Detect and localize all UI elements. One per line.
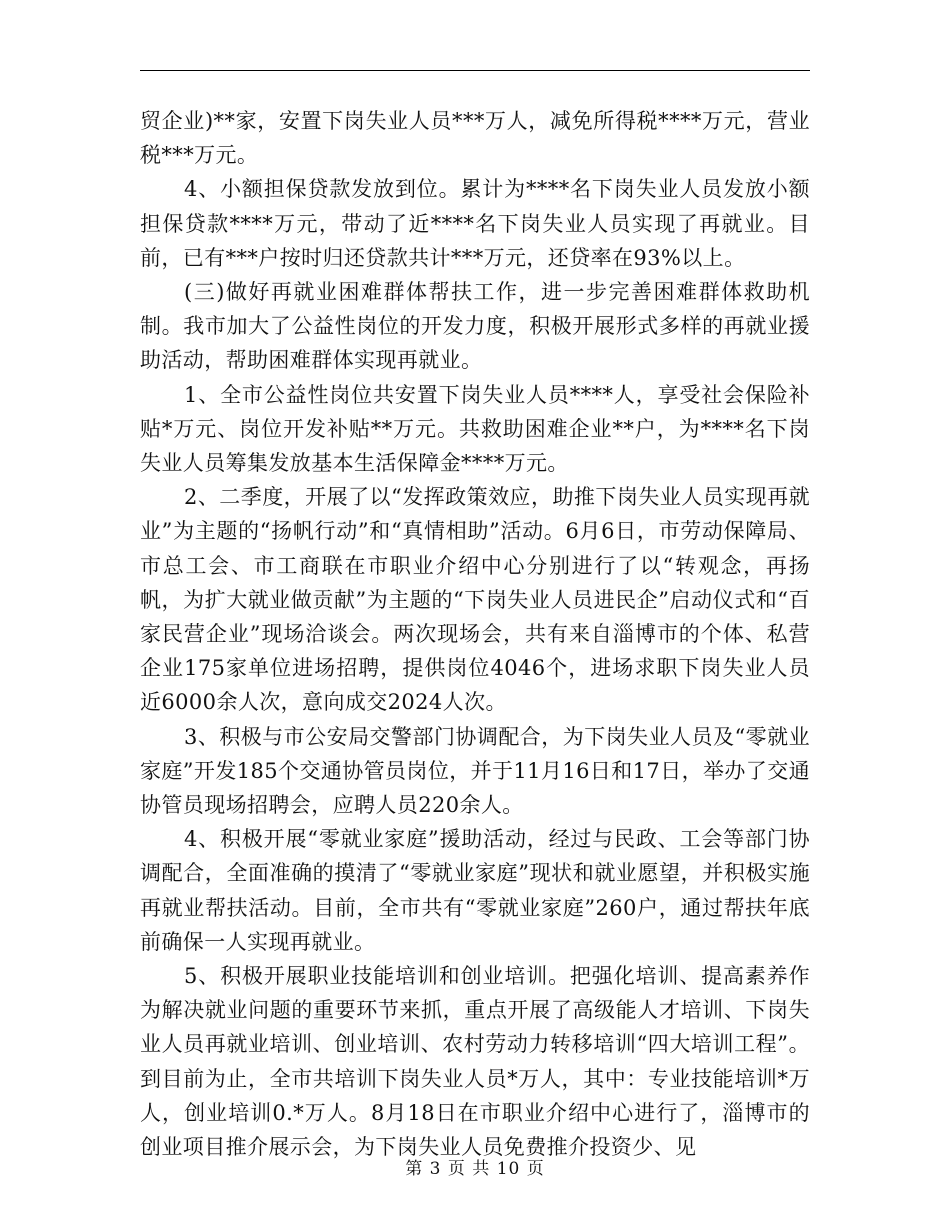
paragraph-traffic-assistants: 3、积极与市公安局交警部门协调配合，为下岗失业人员及“零就业家庭”开发185个交通协管员岗位，并于11月16日和17日，举办了交通协管员现场招聘会，应聘人员220余人。 — [140, 724, 810, 818]
paragraph-continuation: 贸企业)**家，安置下岗失业人员***万人，减免所得税****万元，营业税***万元。 — [140, 109, 810, 168]
paragraph-zero-employment-families: 4、积极开展“零就业家庭”援助活动，经过与民政、工会等部门协调配合，全面准确的摸清了“零就业家庭”现状和就业愿望，并积极实施再就业帮扶活动。目前，全市共有“零就业家庭”260户，通过帮扶年底前确保一人实现再就业。 — [140, 827, 810, 954]
paragraph-microloans: 4、小额担保贷款发放到位。累计为****名下岗失业人员发放小额担保贷款****万元，带动了近****名下岗失业人员实现了再就业。目前，已有***户按时归还贷款共计***万元，还贷率在93%以上。 — [140, 177, 810, 270]
paragraph-second-quarter-activities: 2、二季度，开展了以“发挥政策效应，助推下岗失业人员实现再就业”为主题的“扬帆行动”和“真情相助”活动。6月6日，市劳动保障局、市总工会、市工商联在市职业介绍中心分别进行了以“转观念，再扬帆，为扩大就业做贡献”为主题的“下岗失业人员进民企”启动仪式和“百家民营企业”现场洽谈会。两次现场会，共有来自淄博市的个体、私营企业175家单位进场招聘，提供岗位4046个，进场求职下岗失业人员近6000余人次，意向成交2024人次。 — [140, 485, 810, 715]
document-body — [140, 104, 810, 1164]
paragraph-section-3-heading: (三)做好再就业困难群体帮扶工作，进一步完善困难群体救助机制。我市加大了公益性岗位的开发力度，积极开展形式多样的再就业援助活动，帮助困难群体实现再就业。 — [140, 280, 810, 373]
paragraph-public-welfare-jobs: 1、全市公益性岗位共安置下岗失业人员****人，享受社会保险补贴*万元、岗位开发补贴**万元。共救助困难企业**户，为****名下岗失业人员筹集发放基本生活保障金****万元。 — [140, 382, 810, 476]
page-number-footer: 第 3 页 共 10 页 — [405, 1159, 545, 1179]
header-rule — [140, 70, 810, 71]
paragraph-vocational-training: 5、积极开展职业技能培训和创业培训。把强化培训、提高素养作为解决就业问题的重要环节来抓，重点开展了高级能人才培训、下岗失业人员再就业培训、创业培训、农村劳动力转移培训“四大培训工程”。到目前为止，全市共培训下岗失业人员*万人，其中：专业技能培训*万人，创业培训0.*万人。8月18日在市职业介绍中心进行了，淄博市的创业项目推介展示会，为下岗失业人员免费推介投资少、见 — [140, 964, 810, 1160]
